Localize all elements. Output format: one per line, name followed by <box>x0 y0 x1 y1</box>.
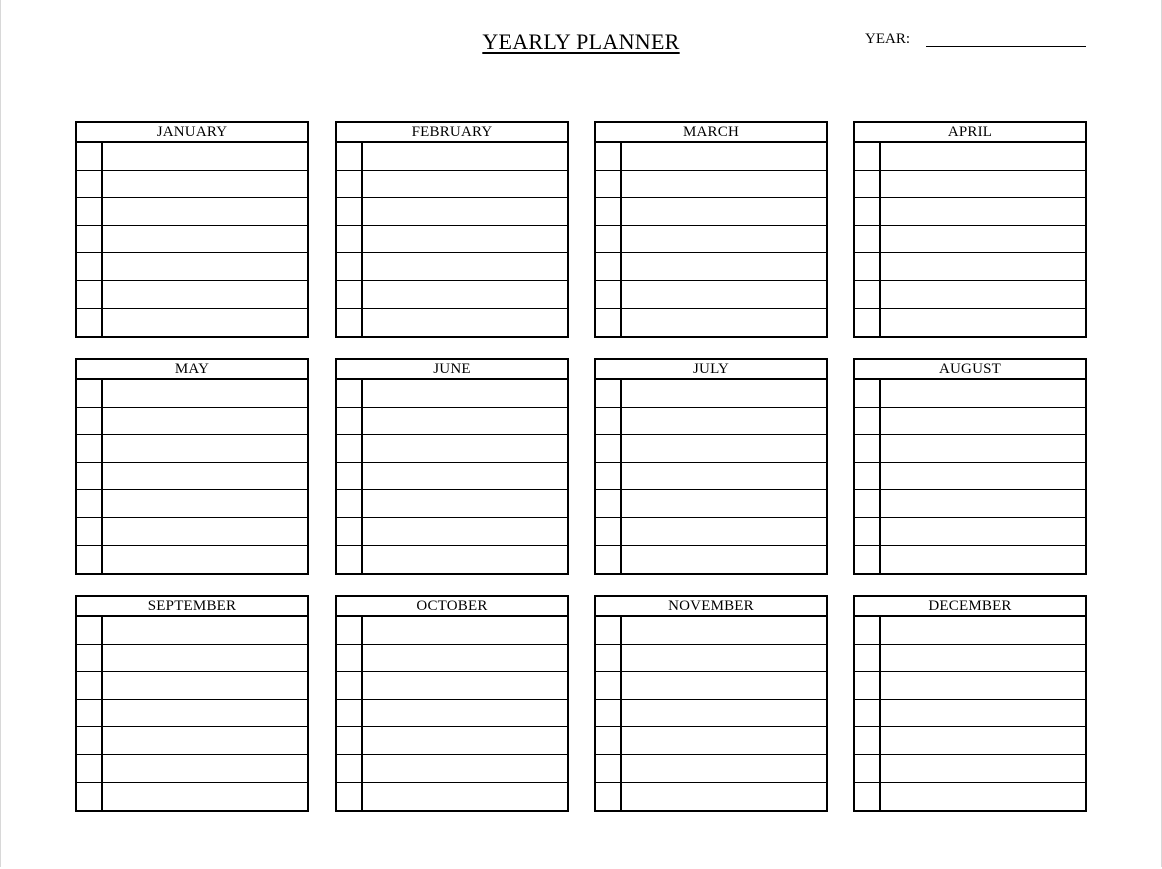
month-header: DECEMBER <box>855 597 1085 617</box>
day-number-cell[interactable] <box>596 171 622 198</box>
day-note-cell[interactable] <box>622 281 826 308</box>
day-number-cell[interactable] <box>77 380 103 407</box>
month-box-september <box>75 595 309 812</box>
day-row <box>855 435 1085 463</box>
day-row <box>855 226 1085 254</box>
day-row <box>855 783 1085 811</box>
day-row <box>77 672 307 700</box>
day-row <box>855 617 1085 645</box>
day-number-cell[interactable] <box>337 700 363 727</box>
day-number-cell[interactable] <box>337 546 363 574</box>
day-number-cell[interactable] <box>337 518 363 545</box>
month-rows <box>77 143 307 336</box>
year-input-line[interactable] <box>926 46 1086 47</box>
day-row <box>596 490 826 518</box>
day-row <box>77 645 307 673</box>
day-row <box>596 463 826 491</box>
day-note-cell[interactable] <box>622 463 826 490</box>
month-rows <box>855 617 1085 810</box>
day-row <box>77 783 307 811</box>
day-number-cell[interactable] <box>337 435 363 462</box>
month-rows <box>855 380 1085 573</box>
day-number-cell[interactable] <box>855 518 881 545</box>
month-header: OCTOBER <box>337 597 567 617</box>
day-note-cell[interactable] <box>881 700 1085 727</box>
day-number-cell[interactable] <box>855 226 881 253</box>
day-number-cell[interactable] <box>337 253 363 280</box>
day-note-cell[interactable] <box>881 198 1085 225</box>
day-row <box>77 143 307 171</box>
day-note-cell[interactable] <box>622 755 826 782</box>
day-number-cell[interactable] <box>855 755 881 782</box>
day-row <box>337 490 567 518</box>
month-box-october <box>335 595 569 812</box>
day-note-cell[interactable] <box>881 727 1085 754</box>
day-number-cell[interactable] <box>337 380 363 407</box>
day-number-cell[interactable] <box>77 463 103 490</box>
day-note-cell[interactable] <box>363 143 567 170</box>
day-note-cell[interactable] <box>622 518 826 545</box>
day-row <box>77 198 307 226</box>
month-box-july <box>594 358 828 575</box>
day-note-cell[interactable] <box>363 783 567 811</box>
day-note-cell[interactable] <box>622 783 826 811</box>
day-number-cell[interactable] <box>596 490 622 517</box>
month-rows <box>596 617 826 810</box>
day-row <box>337 755 567 783</box>
day-number-cell[interactable] <box>337 617 363 644</box>
day-row <box>77 435 307 463</box>
day-number-cell[interactable] <box>855 143 881 170</box>
day-note-cell[interactable] <box>103 672 307 699</box>
day-row <box>337 380 567 408</box>
day-row <box>77 380 307 408</box>
day-number-cell[interactable] <box>77 198 103 225</box>
day-number-cell[interactable] <box>855 546 881 574</box>
day-number-cell[interactable] <box>855 463 881 490</box>
day-number-cell[interactable] <box>77 435 103 462</box>
month-box-may <box>75 358 309 575</box>
day-row <box>77 281 307 309</box>
month-rows <box>596 143 826 336</box>
day-note-cell[interactable] <box>103 198 307 225</box>
month-box-january <box>75 121 309 338</box>
day-number-cell[interactable] <box>337 783 363 811</box>
day-row <box>596 672 826 700</box>
day-number-cell[interactable] <box>77 700 103 727</box>
day-number-cell[interactable] <box>77 281 103 308</box>
day-number-cell[interactable] <box>596 755 622 782</box>
day-note-cell[interactable] <box>363 408 567 435</box>
day-row <box>855 645 1085 673</box>
day-note-cell[interactable] <box>103 783 307 811</box>
day-row <box>596 281 826 309</box>
day-number-cell[interactable] <box>596 546 622 574</box>
day-note-cell[interactable] <box>363 380 567 407</box>
day-number-cell[interactable] <box>77 783 103 811</box>
day-row <box>855 171 1085 199</box>
day-number-cell[interactable] <box>855 309 881 337</box>
day-number-cell[interactable] <box>596 380 622 407</box>
day-number-cell[interactable] <box>855 281 881 308</box>
day-row <box>596 546 826 574</box>
day-row <box>855 408 1085 436</box>
day-number-cell[interactable] <box>855 435 881 462</box>
day-note-cell[interactable] <box>622 380 826 407</box>
day-number-cell[interactable] <box>855 198 881 225</box>
day-number-cell[interactable] <box>855 727 881 754</box>
day-number-cell[interactable] <box>337 143 363 170</box>
day-number-cell[interactable] <box>596 783 622 811</box>
day-note-cell[interactable] <box>622 226 826 253</box>
day-note-cell[interactable] <box>622 253 826 280</box>
day-row <box>337 645 567 673</box>
day-number-cell[interactable] <box>77 143 103 170</box>
day-number-cell[interactable] <box>596 645 622 672</box>
day-row <box>77 727 307 755</box>
day-number-cell[interactable] <box>77 727 103 754</box>
day-note-cell[interactable] <box>363 645 567 672</box>
day-row <box>77 463 307 491</box>
day-row <box>77 171 307 199</box>
month-rows <box>77 380 307 573</box>
day-note-cell[interactable] <box>363 463 567 490</box>
day-row <box>596 755 826 783</box>
day-note-cell[interactable] <box>363 490 567 517</box>
day-note-cell[interactable] <box>881 783 1085 811</box>
day-number-cell[interactable] <box>855 700 881 727</box>
day-row <box>337 727 567 755</box>
day-row <box>596 700 826 728</box>
day-row <box>337 198 567 226</box>
day-number-cell[interactable] <box>596 309 622 337</box>
day-note-cell[interactable] <box>881 309 1085 337</box>
day-note-cell[interactable] <box>363 226 567 253</box>
day-note-cell[interactable] <box>622 143 826 170</box>
month-box-june <box>335 358 569 575</box>
day-note-cell[interactable] <box>103 226 307 253</box>
day-row <box>77 226 307 254</box>
day-note-cell[interactable] <box>622 309 826 337</box>
day-note-cell[interactable] <box>103 143 307 170</box>
day-number-cell[interactable] <box>337 755 363 782</box>
day-number-cell[interactable] <box>337 645 363 672</box>
day-number-cell[interactable] <box>855 783 881 811</box>
day-number-cell[interactable] <box>77 408 103 435</box>
day-row <box>855 281 1085 309</box>
day-note-cell[interactable] <box>363 198 567 225</box>
day-row <box>596 226 826 254</box>
day-note-cell[interactable] <box>363 755 567 782</box>
day-number-cell[interactable] <box>596 281 622 308</box>
day-note-cell[interactable] <box>103 518 307 545</box>
day-row <box>77 309 307 337</box>
day-note-cell[interactable] <box>881 143 1085 170</box>
month-box-february <box>335 121 569 338</box>
day-number-cell[interactable] <box>77 171 103 198</box>
day-note-cell[interactable] <box>622 546 826 574</box>
month-header: MARCH <box>596 123 826 143</box>
day-number-cell[interactable] <box>596 226 622 253</box>
day-row <box>77 518 307 546</box>
day-row <box>337 408 567 436</box>
day-note-cell[interactable] <box>103 755 307 782</box>
day-number-cell[interactable] <box>77 309 103 337</box>
year-label: YEAR: <box>865 31 910 47</box>
day-number-cell[interactable] <box>337 198 363 225</box>
month-header: NOVEMBER <box>596 597 826 617</box>
day-note-cell[interactable] <box>103 309 307 337</box>
day-note-cell[interactable] <box>363 700 567 727</box>
day-note-cell[interactable] <box>363 617 567 644</box>
day-number-cell[interactable] <box>337 727 363 754</box>
day-number-cell[interactable] <box>77 755 103 782</box>
day-note-cell[interactable] <box>363 281 567 308</box>
day-note-cell[interactable] <box>103 281 307 308</box>
day-row <box>596 309 826 337</box>
day-number-cell[interactable] <box>337 408 363 435</box>
day-row <box>77 617 307 645</box>
month-header: FEBRUARY <box>337 123 567 143</box>
day-row <box>77 253 307 281</box>
day-number-cell[interactable] <box>337 281 363 308</box>
day-row <box>596 518 826 546</box>
day-note-cell[interactable] <box>363 309 567 337</box>
day-number-cell[interactable] <box>77 645 103 672</box>
day-note-cell[interactable] <box>622 435 826 462</box>
day-row <box>855 518 1085 546</box>
day-note-cell[interactable] <box>622 408 826 435</box>
day-note-cell[interactable] <box>103 727 307 754</box>
day-row <box>77 546 307 574</box>
day-number-cell[interactable] <box>596 518 622 545</box>
month-header: JANUARY <box>77 123 307 143</box>
day-number-cell[interactable] <box>596 435 622 462</box>
day-note-cell[interactable] <box>881 518 1085 545</box>
day-note-cell[interactable] <box>363 727 567 754</box>
day-number-cell[interactable] <box>337 463 363 490</box>
day-number-cell[interactable] <box>596 672 622 699</box>
day-row <box>337 546 567 574</box>
day-note-cell[interactable] <box>881 226 1085 253</box>
day-row <box>337 783 567 811</box>
day-row <box>596 617 826 645</box>
day-note-cell[interactable] <box>881 546 1085 574</box>
day-row <box>855 546 1085 574</box>
month-header: AUGUST <box>855 360 1085 380</box>
day-row <box>855 198 1085 226</box>
month-box-april <box>853 121 1087 338</box>
page-title <box>420 29 742 55</box>
month-box-november <box>594 595 828 812</box>
day-note-cell[interactable] <box>103 253 307 280</box>
day-row <box>596 143 826 171</box>
day-row <box>596 783 826 811</box>
day-note-cell[interactable] <box>103 645 307 672</box>
month-header: MAY <box>77 360 307 380</box>
day-number-cell[interactable] <box>77 226 103 253</box>
day-note-cell[interactable] <box>881 380 1085 407</box>
day-note-cell[interactable] <box>881 617 1085 644</box>
day-note-cell[interactable] <box>363 435 567 462</box>
day-row <box>337 253 567 281</box>
day-row <box>77 755 307 783</box>
day-number-cell[interactable] <box>596 727 622 754</box>
day-note-cell[interactable] <box>881 672 1085 699</box>
day-row <box>77 490 307 518</box>
day-number-cell[interactable] <box>596 253 622 280</box>
month-rows <box>337 380 567 573</box>
day-note-cell[interactable] <box>622 490 826 517</box>
day-row <box>596 253 826 281</box>
day-row <box>337 435 567 463</box>
month-box-december <box>853 595 1087 812</box>
day-number-cell[interactable] <box>855 617 881 644</box>
day-number-cell[interactable] <box>77 617 103 644</box>
day-number-cell[interactable] <box>855 253 881 280</box>
day-number-cell[interactable] <box>337 490 363 517</box>
day-number-cell[interactable] <box>855 672 881 699</box>
day-number-cell[interactable] <box>337 171 363 198</box>
month-rows <box>855 143 1085 336</box>
month-header: SEPTEMBER <box>77 597 307 617</box>
day-number-cell[interactable] <box>596 617 622 644</box>
day-note-cell[interactable] <box>881 755 1085 782</box>
day-row <box>855 727 1085 755</box>
day-row <box>337 309 567 337</box>
day-row <box>337 617 567 645</box>
day-row <box>337 281 567 309</box>
month-rows <box>337 143 567 336</box>
day-row <box>596 727 826 755</box>
day-note-cell[interactable] <box>103 435 307 462</box>
day-note-cell[interactable] <box>881 490 1085 517</box>
day-row <box>337 143 567 171</box>
day-row <box>337 700 567 728</box>
day-row <box>855 463 1085 491</box>
day-number-cell[interactable] <box>596 408 622 435</box>
day-number-cell[interactable] <box>77 546 103 574</box>
month-rows <box>337 617 567 810</box>
month-rows <box>77 617 307 810</box>
day-row <box>337 672 567 700</box>
month-rows <box>596 380 826 573</box>
day-note-cell[interactable] <box>103 171 307 198</box>
day-row <box>855 490 1085 518</box>
month-header: APRIL <box>855 123 1085 143</box>
day-note-cell[interactable] <box>622 617 826 644</box>
day-note-cell[interactable] <box>622 645 826 672</box>
day-note-cell[interactable] <box>622 672 826 699</box>
day-number-cell[interactable] <box>855 408 881 435</box>
day-row <box>337 226 567 254</box>
day-note-cell[interactable] <box>103 546 307 574</box>
day-note-cell[interactable] <box>103 617 307 644</box>
day-row <box>855 309 1085 337</box>
day-row <box>337 463 567 491</box>
day-note-cell[interactable] <box>103 490 307 517</box>
day-number-cell[interactable] <box>337 309 363 337</box>
day-number-cell[interactable] <box>77 518 103 545</box>
day-number-cell[interactable] <box>337 226 363 253</box>
day-row <box>77 408 307 436</box>
day-note-cell[interactable] <box>103 380 307 407</box>
day-number-cell[interactable] <box>596 463 622 490</box>
day-note-cell[interactable] <box>881 645 1085 672</box>
day-number-cell[interactable] <box>855 645 881 672</box>
day-note-cell[interactable] <box>881 463 1085 490</box>
day-number-cell[interactable] <box>337 672 363 699</box>
day-number-cell[interactable] <box>855 171 881 198</box>
day-row <box>337 171 567 199</box>
day-note-cell[interactable] <box>881 435 1085 462</box>
day-note-cell[interactable] <box>363 672 567 699</box>
day-note-cell[interactable] <box>363 518 567 545</box>
day-note-cell[interactable] <box>622 198 826 225</box>
day-note-cell[interactable] <box>363 253 567 280</box>
month-header: JUNE <box>337 360 567 380</box>
day-number-cell[interactable] <box>596 198 622 225</box>
day-note-cell[interactable] <box>103 408 307 435</box>
day-number-cell[interactable] <box>855 380 881 407</box>
day-row <box>596 198 826 226</box>
day-note-cell[interactable] <box>622 171 826 198</box>
day-row <box>596 171 826 199</box>
day-row <box>855 380 1085 408</box>
day-note-cell[interactable] <box>363 546 567 574</box>
day-note-cell[interactable] <box>881 171 1085 198</box>
day-row <box>596 380 826 408</box>
day-note-cell[interactable] <box>622 700 826 727</box>
month-header: JULY <box>596 360 826 380</box>
day-row <box>596 645 826 673</box>
day-note-cell[interactable] <box>363 171 567 198</box>
day-row <box>855 755 1085 783</box>
day-row <box>855 143 1085 171</box>
day-row <box>855 253 1085 281</box>
day-row <box>337 518 567 546</box>
day-number-cell[interactable] <box>855 490 881 517</box>
day-note-cell[interactable] <box>103 463 307 490</box>
day-row <box>855 700 1085 728</box>
day-note-cell[interactable] <box>622 727 826 754</box>
day-number-cell[interactable] <box>77 490 103 517</box>
month-box-march <box>594 121 828 338</box>
day-note-cell[interactable] <box>881 281 1085 308</box>
day-number-cell[interactable] <box>77 253 103 280</box>
day-number-cell[interactable] <box>77 672 103 699</box>
day-row <box>596 435 826 463</box>
day-row <box>77 700 307 728</box>
month-box-august <box>853 358 1087 575</box>
page-title-text: YEARLY PLANNER <box>482 29 680 54</box>
day-row <box>855 672 1085 700</box>
day-note-cell[interactable] <box>881 408 1085 435</box>
day-number-cell[interactable] <box>596 700 622 727</box>
day-number-cell[interactable] <box>596 143 622 170</box>
day-row <box>596 408 826 436</box>
day-note-cell[interactable] <box>103 700 307 727</box>
day-note-cell[interactable] <box>881 253 1085 280</box>
